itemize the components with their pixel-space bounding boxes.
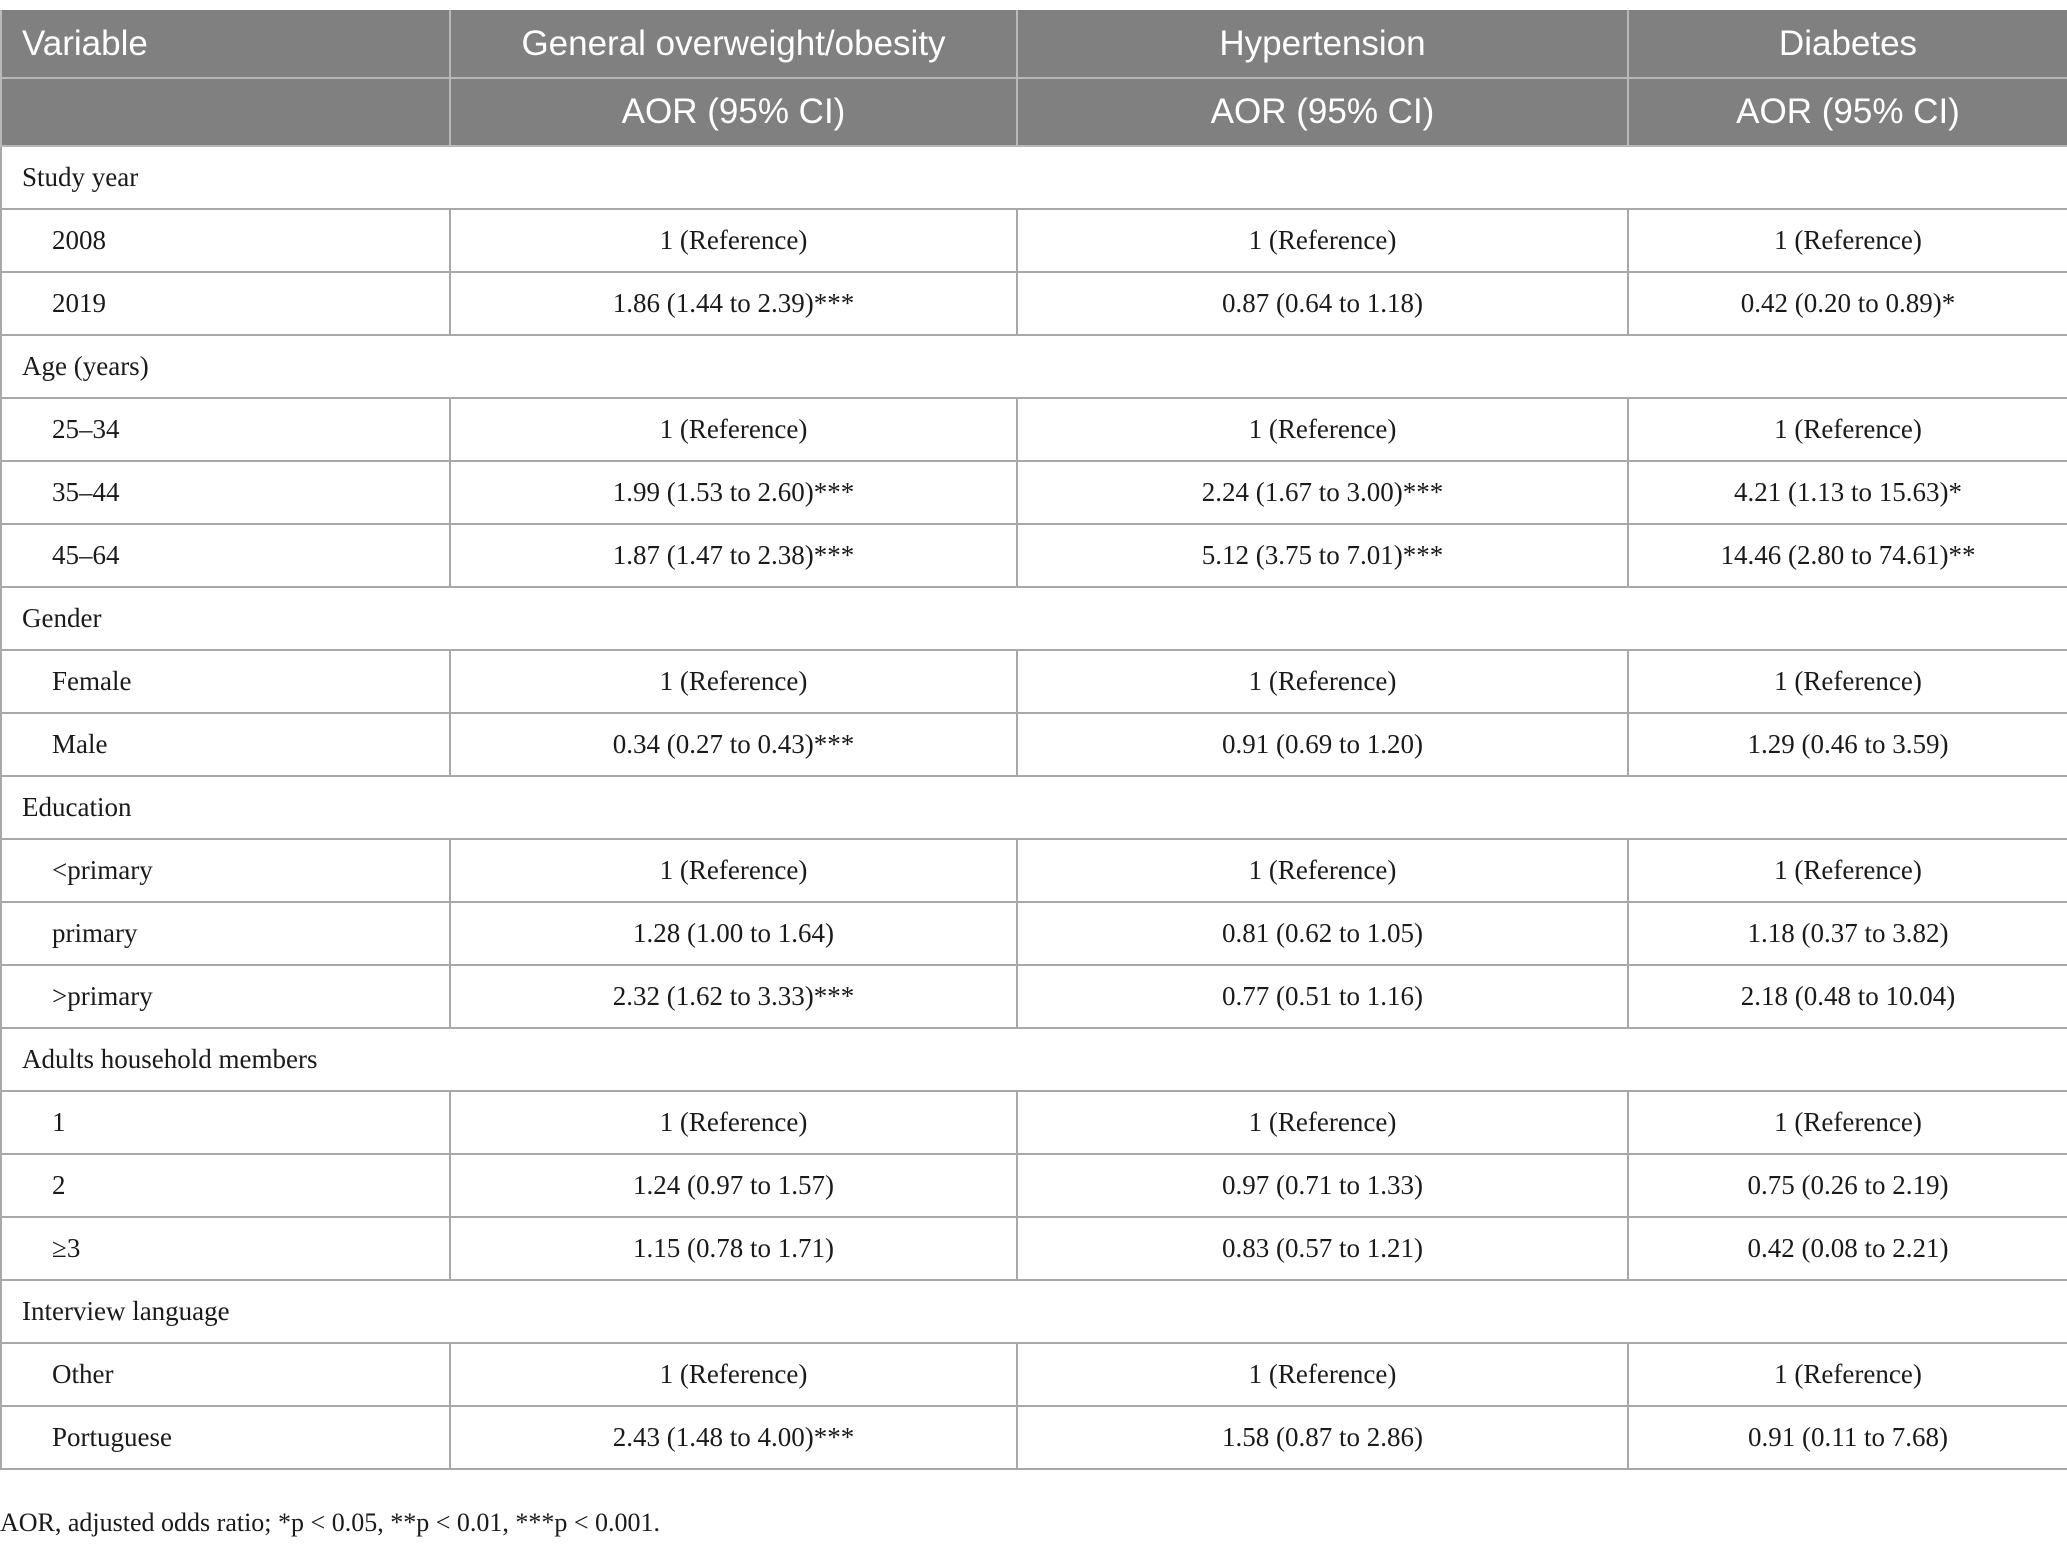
hypertension-value: 0.77 (0.51 to 1.16) bbox=[1017, 965, 1628, 1028]
row-label: 25–34 bbox=[1, 398, 450, 461]
hypertension-value: 1 (Reference) bbox=[1017, 398, 1628, 461]
section-label: Gender bbox=[1, 587, 2067, 650]
table-row bbox=[1, 902, 2067, 965]
section-row bbox=[1, 1028, 2067, 1091]
hypertension-value: 0.91 (0.69 to 1.20) bbox=[1017, 713, 1628, 776]
overweight-obesity-value: 2.32 (1.62 to 3.33)*** bbox=[450, 965, 1017, 1028]
diabetes-value: 2.18 (0.48 to 10.04) bbox=[1628, 965, 2067, 1028]
diabetes-value: 1 (Reference) bbox=[1628, 398, 2067, 461]
table-row bbox=[1, 713, 2067, 776]
diabetes-value: 14.46 (2.80 to 74.61)** bbox=[1628, 524, 2067, 587]
overweight-obesity-value: 1 (Reference) bbox=[450, 1091, 1017, 1154]
row-label: 2019 bbox=[1, 272, 450, 335]
section-label: Study year bbox=[1, 146, 2067, 209]
diabetes-value: 1 (Reference) bbox=[1628, 839, 2067, 902]
diabetes-value: 1 (Reference) bbox=[1628, 1343, 2067, 1406]
hypertension-value: 0.97 (0.71 to 1.33) bbox=[1017, 1154, 1628, 1217]
table-header bbox=[1, 10, 2067, 146]
hypertension-value: 1.58 (0.87 to 2.86) bbox=[1017, 1406, 1628, 1469]
section-label: Adults household members bbox=[1, 1028, 2067, 1091]
row-label: >primary bbox=[1, 965, 450, 1028]
overweight-obesity-value: 0.34 (0.27 to 0.43)*** bbox=[450, 713, 1017, 776]
table-row bbox=[1, 524, 2067, 587]
table-row bbox=[1, 1154, 2067, 1217]
hypertension-value: 1 (Reference) bbox=[1017, 650, 1628, 713]
section-row bbox=[1, 146, 2067, 209]
section-row bbox=[1, 776, 2067, 839]
overweight-obesity-value: 1 (Reference) bbox=[450, 650, 1017, 713]
table-row bbox=[1, 650, 2067, 713]
header-overweight-obesity: General overweight/obesity bbox=[450, 10, 1017, 78]
section-label: Age (years) bbox=[1, 335, 2067, 398]
overweight-obesity-value: 1.87 (1.47 to 2.38)*** bbox=[450, 524, 1017, 587]
header-diabetes: Diabetes bbox=[1628, 10, 2067, 78]
row-label: Male bbox=[1, 713, 450, 776]
section-label: Interview language bbox=[1, 1280, 2067, 1343]
overweight-obesity-value: 1 (Reference) bbox=[450, 839, 1017, 902]
diabetes-value: 0.42 (0.20 to 0.89)* bbox=[1628, 272, 2067, 335]
row-label: 2008 bbox=[1, 209, 450, 272]
diabetes-value: 1.29 (0.46 to 3.59) bbox=[1628, 713, 2067, 776]
diabetes-value: 1 (Reference) bbox=[1628, 1091, 2067, 1154]
overweight-obesity-value: 1 (Reference) bbox=[450, 1343, 1017, 1406]
header-unit-variable bbox=[1, 78, 450, 146]
table-row bbox=[1, 272, 2067, 335]
hypertension-value: 1 (Reference) bbox=[1017, 1343, 1628, 1406]
diabetes-value: 4.21 (1.13 to 15.63)* bbox=[1628, 461, 2067, 524]
overweight-obesity-value: 1.99 (1.53 to 2.60)*** bbox=[450, 461, 1017, 524]
row-label: 1 bbox=[1, 1091, 450, 1154]
header-unit-diabetes: AOR (95% CI) bbox=[1628, 78, 2067, 146]
header-row-titles bbox=[1, 10, 2067, 78]
overweight-obesity-value: 1.15 (0.78 to 1.71) bbox=[450, 1217, 1017, 1280]
odds-ratio-table-container bbox=[0, 10, 2067, 1470]
overweight-obesity-value: 1.28 (1.00 to 1.64) bbox=[450, 902, 1017, 965]
diabetes-value: 0.91 (0.11 to 7.68) bbox=[1628, 1406, 2067, 1469]
header-row-units bbox=[1, 78, 2067, 146]
hypertension-value: 1 (Reference) bbox=[1017, 1091, 1628, 1154]
hypertension-value: 0.81 (0.62 to 1.05) bbox=[1017, 902, 1628, 965]
hypertension-value: 1 (Reference) bbox=[1017, 209, 1628, 272]
overweight-obesity-value: 1 (Reference) bbox=[450, 398, 1017, 461]
overweight-obesity-value: 1 (Reference) bbox=[450, 209, 1017, 272]
section-label: Education bbox=[1, 776, 2067, 839]
hypertension-value: 0.83 (0.57 to 1.21) bbox=[1017, 1217, 1628, 1280]
table-row bbox=[1, 1406, 2067, 1469]
diabetes-value: 1 (Reference) bbox=[1628, 650, 2067, 713]
row-label: ≥3 bbox=[1, 1217, 450, 1280]
header-unit-overweight-obesity: AOR (95% CI) bbox=[450, 78, 1017, 146]
table-row bbox=[1, 209, 2067, 272]
section-row bbox=[1, 587, 2067, 650]
header-hypertension: Hypertension bbox=[1017, 10, 1628, 78]
overweight-obesity-value: 1.86 (1.44 to 2.39)*** bbox=[450, 272, 1017, 335]
header-variable: Variable bbox=[1, 10, 450, 78]
row-label: 45–64 bbox=[1, 524, 450, 587]
overweight-obesity-value: 2.43 (1.48 to 4.00)*** bbox=[450, 1406, 1017, 1469]
diabetes-value: 1 (Reference) bbox=[1628, 209, 2067, 272]
table-row bbox=[1, 1091, 2067, 1154]
row-label: Other bbox=[1, 1343, 450, 1406]
row-label: primary bbox=[1, 902, 450, 965]
row-label: 35–44 bbox=[1, 461, 450, 524]
section-row bbox=[1, 1280, 2067, 1343]
row-label: Female bbox=[1, 650, 450, 713]
hypertension-value: 2.24 (1.67 to 3.00)*** bbox=[1017, 461, 1628, 524]
hypertension-value: 0.87 (0.64 to 1.18) bbox=[1017, 272, 1628, 335]
diabetes-value: 1.18 (0.37 to 3.82) bbox=[1628, 902, 2067, 965]
hypertension-value: 5.12 (3.75 to 7.01)*** bbox=[1017, 524, 1628, 587]
odds-ratio-table bbox=[0, 10, 2067, 1470]
row-label: 2 bbox=[1, 1154, 450, 1217]
table-row bbox=[1, 398, 2067, 461]
section-row bbox=[1, 335, 2067, 398]
row-label: Portuguese bbox=[1, 1406, 450, 1469]
hypertension-value: 1 (Reference) bbox=[1017, 839, 1628, 902]
table-footnote: AOR, adjusted odds ratio; *p < 0.05, **p < 0.01, ***p < 0.001. bbox=[0, 1508, 661, 1537]
header-unit-hypertension: AOR (95% CI) bbox=[1017, 78, 1628, 146]
table-row bbox=[1, 965, 2067, 1028]
table-row bbox=[1, 839, 2067, 902]
table-row bbox=[1, 1343, 2067, 1406]
row-label: <primary bbox=[1, 839, 450, 902]
table-body bbox=[1, 146, 2067, 1469]
diabetes-value: 0.42 (0.08 to 2.21) bbox=[1628, 1217, 2067, 1280]
overweight-obesity-value: 1.24 (0.97 to 1.57) bbox=[450, 1154, 1017, 1217]
table-row bbox=[1, 461, 2067, 524]
diabetes-value: 0.75 (0.26 to 2.19) bbox=[1628, 1154, 2067, 1217]
table-row bbox=[1, 1217, 2067, 1280]
